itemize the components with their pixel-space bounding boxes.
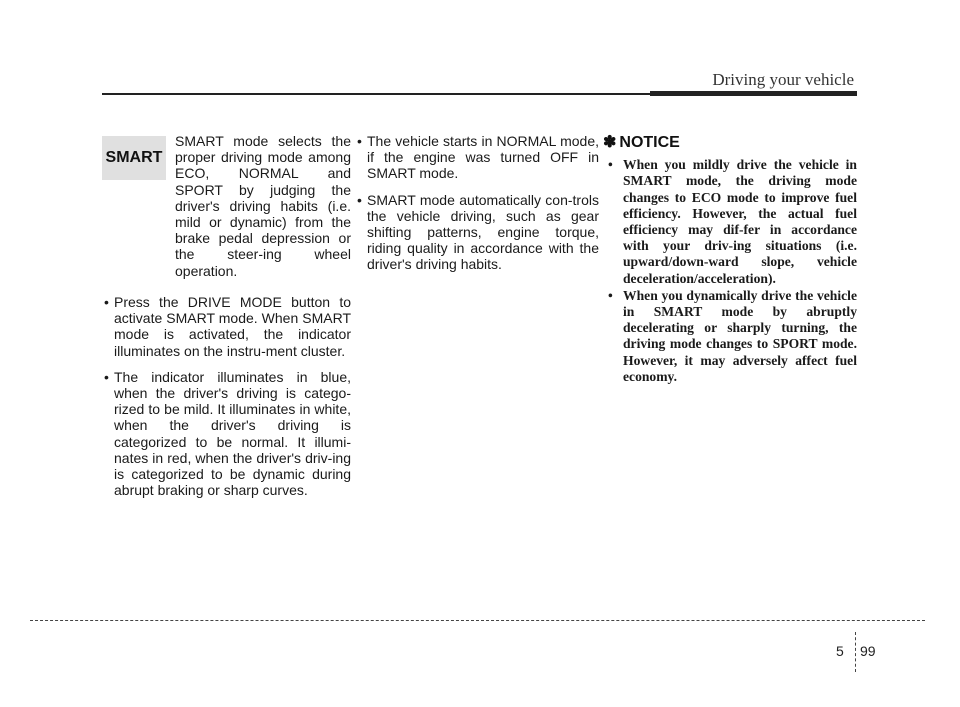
bullet-item: • Press the DRIVE MODE button to activate SMART mode. When SMART mode is activated, the indicator illuminates on the instru-ment cluster. <box>102 294 351 359</box>
notice-item: • When you dynamically drive the vehicle in SMART mode by abruptly decelerating or sharply turning, the driving mode changes to SPORT mode. However, it may adversely affect fuel economy. <box>603 288 857 385</box>
middle-column <box>355 133 599 283</box>
notice-heading <box>603 135 857 151</box>
bullet-item: • The indicator illuminates in blue, when the driver's driving is catego-rized to be mild. It illuminates in white, when the driver's driving is categorized to be normal. It illumi-nates in red, when the driver's driv-ing is categorized to be dynamic during abrupt braking or sharp curves. <box>102 369 351 499</box>
footer-rule <box>30 620 925 621</box>
section-title: Driving your vehicle <box>712 70 854 89</box>
smart-badge-label: SMART <box>105 149 163 166</box>
left-bullet-list <box>102 294 351 498</box>
notice-list <box>603 157 857 385</box>
page-number: 99 <box>860 643 876 659</box>
bullet-item: • The vehicle starts in NORMAL mode, if the engine was turned OFF in SMART mode. <box>355 133 599 182</box>
chapter-number: 5 <box>836 643 844 659</box>
notice-title: NOTICE <box>619 134 680 151</box>
header-rule-accent <box>650 91 857 96</box>
mid-bullet-list <box>355 133 599 273</box>
left-column <box>102 294 351 508</box>
notice-star-icon: ✽ <box>603 134 617 151</box>
intro-text: SMART mode selects the proper driving mode among ECO, NORMAL and SPORT by judging the driver's driving habits (i.e. mild or dynamic) from the brake pedal depression or the steer-ing wheel operation. <box>175 133 351 279</box>
bullet-item: • SMART mode automatically con-trols the vehicle driving, such as gear shifting patterns, engine torque, riding quality in accordance with the driver's driving habits. <box>355 192 599 273</box>
notice-box <box>603 133 857 386</box>
intro-paragraph <box>175 133 351 279</box>
smart-mode-badge <box>102 136 166 180</box>
notice-item: • When you mildly drive the vehicle in SMART mode, the driving mode changes to ECO mode to improve fuel efficiency. However, the actual fuel efficiency may dif-fer in accordance with your driv-ing situations (i.e. upward/down-ward slope, vehicle deceleration/acceleration). <box>603 157 857 287</box>
footer-divider <box>855 632 856 672</box>
